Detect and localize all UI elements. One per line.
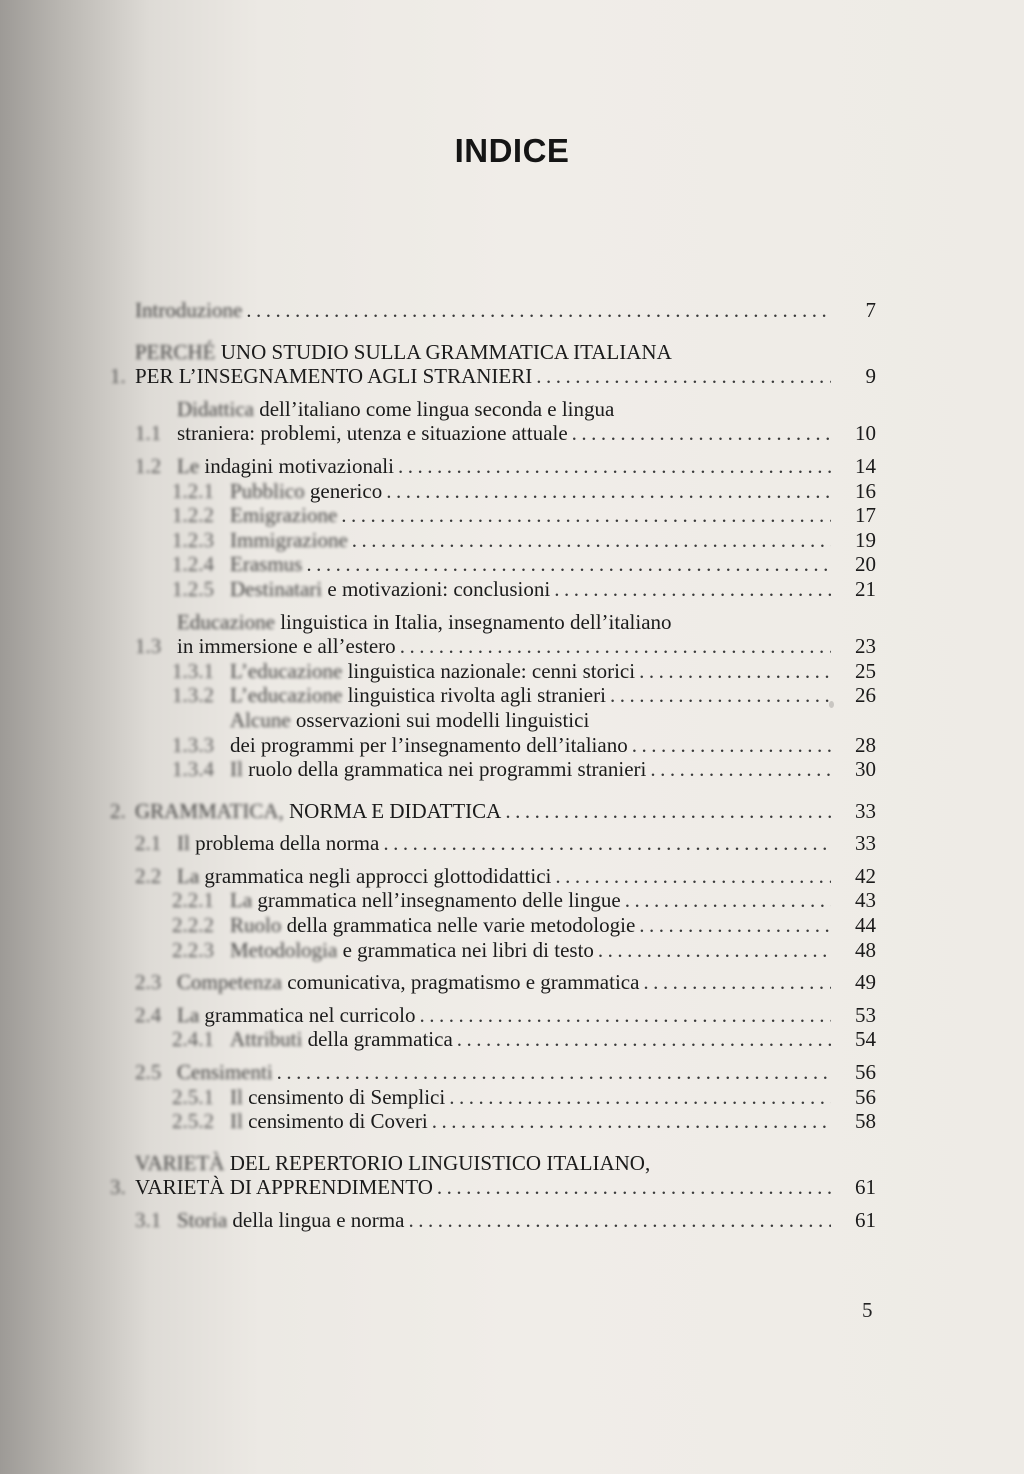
dot-leader: [555, 864, 831, 889]
faded-text: Competenza: [177, 970, 282, 995]
section-title-line: Destinatari e motivazioni: conclusioni: [230, 576, 551, 601]
dot-leader: [643, 970, 831, 995]
section-number: 2.: [110, 798, 126, 823]
section-title-line: [177, 1060, 273, 1085]
faded-text: Emigrazione: [230, 503, 338, 528]
toc-entry: [110, 659, 1024, 684]
section-title-line: in immersione e all’estero: [177, 634, 396, 659]
dot-leader: [386, 479, 831, 504]
section-number: 1.3.4: [172, 757, 214, 782]
section-title: [177, 864, 1024, 889]
toc-entry: [110, 552, 1024, 577]
page-ref: 43: [855, 888, 876, 913]
page-ref: 49: [855, 970, 876, 995]
toc-entry: [110, 1151, 1024, 1200]
faded-text: Introduzione: [135, 298, 243, 322]
section-title-line: La grammatica nel curricolo: [177, 1002, 416, 1027]
toc-entry: [110, 479, 1024, 504]
section-number: 1.: [110, 364, 126, 389]
faded-text: VARIETÀ: [135, 1150, 225, 1175]
section-title-line: Educazione linguistica in Italia, insegnamento dell’italiano: [177, 609, 672, 634]
dot-leader: [505, 799, 831, 824]
section-title: [135, 1151, 1024, 1200]
page-ref: 20: [855, 552, 876, 577]
section-number: 1.1: [135, 421, 162, 446]
dot-leader: [432, 1109, 831, 1134]
page-ref: 10: [855, 421, 876, 446]
dot-leader: [352, 528, 831, 553]
faded-text: Il: [230, 1109, 243, 1134]
page-ref: 23: [855, 634, 876, 659]
toc-entry: [110, 831, 1024, 856]
toc-entry: [110, 1085, 1024, 1110]
toc-entry: [110, 888, 1024, 913]
dot-leader: [383, 831, 831, 856]
section-title-line: dei programmi per l’insegnamento dell’italiano: [230, 732, 628, 757]
section-title-line: Attributi della grammatica: [230, 1027, 453, 1052]
section-title-line: Alcune osservazioni sui modelli linguistici: [230, 707, 590, 732]
page-ref: 33: [855, 798, 876, 823]
faded-text: Censimenti: [177, 1060, 273, 1085]
page-ref: 30: [855, 757, 876, 782]
dot-leader: [610, 683, 831, 708]
section-number: 1.3.1: [172, 658, 214, 683]
section-title: [230, 1109, 1024, 1134]
dot-leader: [536, 364, 831, 389]
faded-text: Il: [177, 831, 190, 856]
page-ref: 61: [855, 1208, 876, 1232]
toc-entry: [110, 1208, 1024, 1233]
section-title: [177, 1208, 1024, 1233]
faded-text: Storia: [177, 1208, 228, 1232]
dot-leader: [437, 1175, 831, 1200]
dot-leader: [639, 659, 831, 684]
toc-entry: [110, 1060, 1024, 1085]
section-title-line: L’educazione linguistica rivolta agli stranieri: [230, 683, 606, 708]
page-ref: 9: [865, 364, 876, 389]
section-title: [230, 1027, 1024, 1052]
toc-entry: [110, 683, 1024, 708]
page-ref: 28: [855, 732, 876, 757]
faded-text: Destinatari: [230, 576, 323, 601]
section-title: [230, 659, 1024, 684]
section-title: [177, 970, 1024, 995]
section-number: 2.4.1: [172, 1027, 214, 1052]
dot-leader: [457, 1027, 831, 1052]
section-title: [135, 298, 1024, 323]
page-ref: 7: [865, 298, 876, 322]
section-title-line: Didattica dell’italiano come lingua seconda e lingua: [177, 396, 615, 421]
page-ref: 56: [855, 1084, 876, 1109]
section-title: [230, 938, 1024, 963]
faded-text: Pubblico: [230, 478, 305, 503]
section-number: 2.5.1: [172, 1084, 214, 1109]
page-ref: 48: [855, 937, 876, 962]
section-title-line: Competenza comunicativa, pragmatismo e grammatica: [177, 970, 640, 995]
toc-entry: [110, 503, 1024, 528]
section-title-line: VARIETÀ DEL REPERTORIO LINGUISTICO ITALIANO,: [135, 1150, 651, 1175]
page-ref: 58: [855, 1109, 876, 1134]
faded-text: Il: [230, 1084, 243, 1109]
faded-text: L’educazione: [230, 658, 343, 683]
dot-leader: [572, 421, 831, 446]
toc-entry: [110, 298, 1024, 323]
toc-entry: [110, 913, 1024, 938]
section-number: 1.3.3: [172, 732, 214, 757]
section-number: 3.1: [135, 1208, 162, 1232]
page-ref: 25: [855, 658, 876, 683]
toc-entry: [110, 708, 1024, 757]
dot-leader: [400, 634, 831, 659]
faded-text: Metodologia: [230, 937, 338, 962]
faded-text: Educazione: [177, 609, 275, 634]
toc-entry: [110, 1109, 1024, 1134]
page-ref: 54: [855, 1027, 876, 1052]
faded-text: Le: [177, 453, 200, 478]
faded-text: La: [177, 863, 200, 888]
section-title: [177, 397, 1024, 446]
section-title-line: Metodologia e grammatica nei libri di testo: [230, 937, 594, 962]
toc-entry: [110, 970, 1024, 995]
dot-leader: [277, 1060, 831, 1085]
section-title-line: straniera: problemi, utenza e situazione attuale: [177, 421, 568, 446]
section-title: [230, 528, 1024, 553]
section-title: [230, 577, 1024, 602]
toc-entry: [110, 577, 1024, 602]
paper-smudge: [829, 701, 834, 708]
dot-leader: [449, 1085, 831, 1110]
dot-leader: [246, 298, 831, 323]
page-ref: 26: [855, 683, 876, 708]
page-ref: 16: [855, 478, 876, 503]
section-title-line: Il ruolo della grammatica nei programmi stranieri: [230, 757, 647, 782]
toc-entry: [110, 864, 1024, 889]
section-title: [230, 552, 1024, 577]
section-title: [177, 454, 1024, 479]
section-title-line: [230, 503, 337, 528]
section-number: 2.2.2: [172, 913, 214, 938]
section-number: 1.3.2: [172, 683, 214, 708]
section-title: [177, 610, 1024, 659]
dot-leader: [341, 503, 831, 528]
toc-entry: [110, 1003, 1024, 1028]
faded-text: GRAMMATICA,: [135, 798, 284, 823]
page-title: INDICE: [454, 132, 570, 169]
toc-entry: [110, 610, 1024, 659]
section-title: [230, 683, 1024, 708]
section-title-line: Pubblico generico: [230, 478, 383, 503]
section-title: [177, 831, 1024, 856]
faded-text: Alcune: [230, 707, 291, 732]
section-title: [230, 1085, 1024, 1110]
dot-leader: [625, 888, 831, 913]
section-number: 1.2: [135, 453, 162, 478]
section-title-line: Storia della lingua e norma: [177, 1208, 405, 1232]
section-title: [230, 708, 1024, 757]
section-title-line: Il censimento di Coveri: [230, 1109, 428, 1134]
section-title-line: [230, 552, 302, 577]
page-ref: 21: [855, 576, 876, 601]
section-number: 2.3: [135, 970, 162, 995]
section-number: 1.2.1: [172, 478, 214, 503]
dot-leader: [632, 733, 831, 758]
dot-leader: [598, 938, 831, 963]
dot-leader: [306, 552, 831, 577]
section-number: 2.5.2: [172, 1109, 214, 1134]
page-ref: 33: [855, 831, 876, 856]
section-title-line: VARIETÀ DI APPRENDIMENTO: [135, 1175, 433, 1200]
toc-entry: [110, 799, 1024, 824]
section-title-line: PERCHÉ UNO STUDIO SULLA GRAMMATICA ITALIANA: [135, 339, 672, 364]
page-ref: 53: [855, 1002, 876, 1027]
section-title-line: La grammatica negli approcci glottodidattici: [177, 863, 552, 888]
page-ref: 19: [855, 527, 876, 552]
section-title: [177, 1003, 1024, 1028]
section-number: 3.: [110, 1175, 126, 1200]
section-title: [177, 1060, 1024, 1085]
faded-text: Erasmus: [230, 552, 303, 577]
toc-entry: [110, 757, 1024, 782]
section-title-line: Il problema della norma: [177, 831, 380, 856]
section-title-line: Ruolo della grammatica nelle varie metodologie: [230, 913, 636, 938]
section-number: 2.4: [135, 1002, 162, 1027]
section-number: 2.2: [135, 863, 162, 888]
section-title-line: La grammatica nell’insegnamento delle lingue: [230, 888, 621, 913]
dot-leader: [419, 1003, 831, 1028]
section-title-line: Il censimento di Semplici: [230, 1084, 446, 1109]
faded-text: L’educazione: [230, 683, 343, 708]
section-number: 1.3: [135, 634, 162, 659]
section-title-line: [135, 298, 242, 323]
faded-text: Didattica: [177, 396, 254, 421]
dot-leader: [650, 757, 831, 782]
section-title-line: Le indagini motivazionali: [177, 453, 394, 478]
toc-entry: [110, 528, 1024, 553]
faded-text: La: [177, 1002, 200, 1027]
table-of-contents: [110, 298, 1024, 1233]
page-ref: 61: [855, 1175, 876, 1200]
section-title-line: GRAMMATICA, NORMA E DIDATTICA: [135, 798, 502, 823]
section-title-line: [230, 528, 348, 553]
section-title: [230, 479, 1024, 504]
section-number: 2.2.1: [172, 888, 214, 913]
dot-leader: [639, 913, 831, 938]
faded-text: Immigrazione: [230, 527, 348, 552]
page-number: 5: [862, 1298, 873, 1322]
toc-entry: [110, 938, 1024, 963]
section-number: 2.5: [135, 1060, 162, 1085]
toc-entry: [110, 340, 1024, 389]
section-number: 1.2.2: [172, 503, 214, 528]
faded-text: Il: [230, 757, 243, 782]
section-number: 2.2.3: [172, 937, 214, 962]
section-title: [135, 340, 1024, 389]
section-title: [230, 757, 1024, 782]
page-ref: 56: [855, 1060, 876, 1085]
section-title: [230, 888, 1024, 913]
toc-entry: [110, 454, 1024, 479]
page-ref: 14: [855, 453, 876, 478]
dot-leader: [408, 1208, 831, 1233]
faded-text: PERCHÉ: [135, 339, 216, 364]
section-title: [135, 799, 1024, 824]
faded-text: Ruolo: [230, 913, 282, 938]
section-title-line: L’educazione linguistica nazionale: cenni storici: [230, 658, 636, 683]
toc-entry: [110, 397, 1024, 446]
dot-leader: [554, 577, 831, 602]
section-number: 2.1: [135, 831, 162, 856]
page-ref: 42: [855, 863, 876, 888]
faded-text: Attributi: [230, 1027, 303, 1052]
page-ref: 17: [855, 503, 876, 528]
section-number: 1.2.3: [172, 527, 214, 552]
page-ref: 44: [855, 913, 876, 938]
section-number: 1.2.4: [172, 552, 214, 577]
toc-entry: [110, 1027, 1024, 1052]
section-title: [230, 913, 1024, 938]
section-title-line: PER L’INSEGNAMENTO AGLI STRANIERI: [135, 364, 533, 389]
section-title: [230, 503, 1024, 528]
faded-text: La: [230, 888, 253, 913]
section-number: 1.2.5: [172, 576, 214, 601]
dot-leader: [398, 454, 831, 479]
